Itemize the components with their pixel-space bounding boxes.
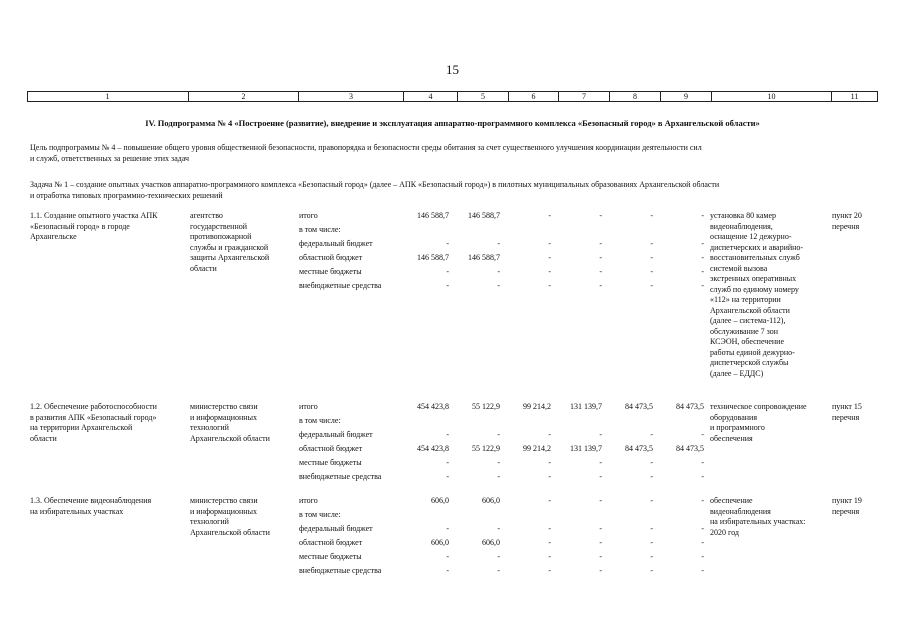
funding-value: 606,0 [482, 496, 500, 505]
funding-value-empty: - [548, 458, 551, 467]
measure-name-line: в развития АПК «Безопасный город» [30, 412, 157, 422]
reference-line: перечня [832, 412, 860, 422]
funding-value-empty: - [548, 430, 551, 439]
expected-result-line: «112» на территории [710, 295, 781, 304]
funding-value-empty: - [650, 239, 653, 248]
expected-result-line: установка 80 камер [710, 211, 776, 220]
funding-value-empty: - [650, 430, 653, 439]
expected-result-line: оборудования [710, 412, 757, 422]
funding-value-empty: - [599, 239, 602, 248]
funding-value-empty: - [701, 552, 704, 561]
funding-value-empty: - [650, 496, 653, 505]
expected-result-line: видеонаблюдения, [710, 221, 773, 231]
executor-line: области [190, 263, 217, 273]
funding-value-empty: - [446, 267, 449, 276]
reference-line: пункт 20 [832, 211, 862, 220]
funding-value-empty: - [599, 211, 602, 220]
funding-source-label: итого [299, 211, 318, 220]
funding-value-empty: - [548, 281, 551, 290]
expected-result-line: на избирательных участках: [710, 517, 806, 526]
funding-source-label: в том числе: [299, 225, 341, 234]
expected-result-line: обеспечения [710, 433, 753, 443]
column-number-9: 9 [660, 92, 711, 101]
executor-line: Архангельской области [190, 433, 270, 443]
funding-value-empty: - [548, 566, 551, 575]
column-number-6: 6 [508, 92, 558, 101]
funding-value-empty: - [548, 267, 551, 276]
measure-name-line: 1.3. Обеспечение видеонаблюдения [30, 496, 152, 505]
expected-result-line: диспетчерских и аварийно- [710, 242, 804, 252]
expected-result-line: системой вызова [710, 263, 768, 273]
funding-value-empty: - [599, 458, 602, 467]
funding-value-empty: - [701, 430, 704, 439]
goal-text-line-2: и служб, ответственных за решение этих задач [30, 154, 190, 163]
funding-source-label: внебюджетные средства [299, 281, 382, 290]
funding-value-empty: - [548, 496, 551, 505]
funding-value: 84 473,5 [625, 444, 653, 453]
funding-source-label: итого [299, 402, 318, 411]
funding-source-label: областной бюджет [299, 444, 363, 453]
funding-source-label: в том числе: [299, 416, 341, 425]
task-text-line-1: Задача № 1 – создание опытных участков аппаратно-программного комплекса «Безопасный город» (далее – АПК «Безопасный город») в пилотных муниципальных образованиях Архангельской области [30, 180, 720, 189]
page-number: 15 [446, 62, 459, 77]
funding-value-empty: - [701, 538, 704, 547]
column-number-11: 11 [831, 92, 877, 101]
funding-value-empty: - [446, 239, 449, 248]
expected-result-line: восстановительных служб [710, 253, 800, 262]
funding-value-empty: - [701, 524, 704, 533]
funding-value-empty: - [548, 552, 551, 561]
funding-value: 84 473,5 [676, 402, 704, 411]
funding-value-empty: - [599, 472, 602, 481]
funding-value-empty: - [701, 211, 704, 220]
executor-line: технологий [190, 423, 229, 432]
column-number-5: 5 [457, 92, 508, 101]
reference-line: пункт 19 [832, 496, 862, 505]
funding-value-empty: - [599, 253, 602, 262]
executor-line: государственной [190, 221, 248, 231]
funding-value-empty: - [599, 496, 602, 505]
funding-value: 454 423,8 [417, 444, 449, 453]
funding-value-empty: - [446, 472, 449, 481]
funding-value-empty: - [446, 524, 449, 533]
funding-value-empty: - [701, 472, 704, 481]
expected-result-line: служб по единому номеру [710, 284, 799, 294]
funding-value: 146 588,7 [417, 253, 449, 262]
executor-line: агентство [190, 211, 223, 220]
expected-result-line: оснащение 12 дежурно- [710, 232, 792, 241]
funding-value: 606,0 [482, 538, 500, 547]
funding-source-label: местные бюджеты [299, 458, 362, 467]
funding-value-empty: - [446, 552, 449, 561]
funding-source-label: внебюджетные средства [299, 472, 382, 481]
funding-value-empty: - [701, 267, 704, 276]
funding-value-empty: - [497, 281, 500, 290]
funding-value: 99 214,2 [523, 402, 551, 411]
funding-value-empty: - [497, 552, 500, 561]
expected-result-line: экстренных оперативных [710, 274, 797, 283]
funding-value: 146 588,7 [468, 253, 500, 262]
expected-result-line: 2020 год [710, 527, 739, 537]
funding-value-empty: - [497, 430, 500, 439]
funding-source-label: местные бюджеты [299, 552, 362, 561]
funding-value-empty: - [701, 253, 704, 262]
funding-value-empty: - [650, 566, 653, 575]
funding-source-label: областной бюджет [299, 253, 363, 262]
funding-value-empty: - [599, 267, 602, 276]
funding-value-empty: - [650, 472, 653, 481]
funding-value-empty: - [650, 458, 653, 467]
expected-result-line: работы единой дежурно- [710, 347, 795, 357]
column-number-8: 8 [609, 92, 660, 101]
funding-value: 84 473,5 [676, 444, 704, 453]
measure-name-line: на территории Архангельской [30, 423, 133, 432]
funding-source-label: местные бюджеты [299, 267, 362, 276]
expected-result-line: обеспечение [710, 496, 753, 505]
column-number-4: 4 [403, 92, 457, 101]
funding-value: 606,0 [431, 538, 449, 547]
funding-value-empty: - [446, 430, 449, 439]
reference-line: перечня [832, 506, 860, 516]
funding-value-empty: - [701, 566, 704, 575]
measure-name-line: «Безопасный город» в городе [30, 221, 130, 231]
funding-value-empty: - [548, 253, 551, 262]
expected-result-line: (далее – система-112), [710, 316, 786, 325]
funding-value: 99 214,2 [523, 444, 551, 453]
funding-value: 55 122,9 [472, 444, 500, 453]
executor-line: противопожарной [190, 232, 252, 241]
funding-value-empty: - [497, 472, 500, 481]
funding-value: 84 473,5 [625, 402, 653, 411]
funding-source-label: в том числе: [299, 510, 341, 519]
funding-value-empty: - [497, 458, 500, 467]
funding-value: 606,0 [431, 496, 449, 505]
expected-result-line: Архангельской области [710, 305, 790, 315]
funding-value: 454 423,8 [417, 402, 449, 411]
expected-result-line: обслуживание 7 зон [710, 326, 779, 336]
measure-name-line: 1.2. Обеспечение работоспособности [30, 402, 157, 411]
funding-value-empty: - [548, 538, 551, 547]
funding-value: 131 139,7 [570, 444, 602, 453]
executor-line: защиты Архангельской [190, 253, 270, 262]
funding-value-empty: - [599, 281, 602, 290]
expected-result-line: КСЭОН, обеспечение [710, 337, 784, 346]
funding-value: 55 122,9 [472, 402, 500, 411]
funding-value-empty: - [650, 524, 653, 533]
funding-source-label: федеральный бюджет [299, 524, 373, 533]
funding-value-empty: - [446, 281, 449, 290]
task-text-line-2: и отработка типовых программно-технических решений [30, 191, 223, 200]
column-number-7: 7 [558, 92, 609, 101]
funding-value-empty: - [497, 524, 500, 533]
executor-line: министерство связи [190, 496, 258, 505]
executor-line: технологий [190, 517, 229, 526]
expected-result-line: (далее – ЕДДС) [710, 368, 764, 378]
funding-value-empty: - [599, 430, 602, 439]
column-number-3: 3 [298, 92, 403, 101]
column-number-1: 1 [105, 92, 110, 101]
reference-line: пункт 15 [832, 402, 862, 411]
column-number-header [27, 91, 878, 102]
funding-value-empty: - [650, 211, 653, 220]
funding-value-empty: - [599, 524, 602, 533]
measure-name-line: на избирательных участках [30, 506, 124, 516]
funding-value-empty: - [650, 253, 653, 262]
funding-value-empty: - [701, 239, 704, 248]
funding-value-empty: - [599, 566, 602, 575]
funding-value: 131 139,7 [570, 402, 602, 411]
column-number-10: 10 [711, 92, 831, 101]
executor-line: службы и гражданской [190, 242, 269, 252]
executor-line: и информационных [190, 506, 257, 516]
funding-value-empty: - [497, 566, 500, 575]
funding-value-empty: - [650, 538, 653, 547]
funding-value-empty: - [701, 496, 704, 505]
funding-value-empty: - [650, 552, 653, 561]
executor-line: Архангельской области [190, 527, 270, 537]
funding-value: 146 588,7 [417, 211, 449, 220]
funding-value-empty: - [599, 552, 602, 561]
expected-result-line: техническое сопровождение [710, 402, 807, 411]
executor-line: и информационных [190, 412, 257, 422]
funding-value-empty: - [548, 472, 551, 481]
funding-source-label: областной бюджет [299, 538, 363, 547]
funding-value: 146 588,7 [468, 211, 500, 220]
measure-name-line: области [30, 433, 57, 443]
expected-result-line: и программного [710, 423, 765, 432]
funding-value-empty: - [701, 458, 704, 467]
funding-value-empty: - [497, 239, 500, 248]
goal-text-line-1: Цель подпрограммы № 4 – повышение общего уровня общественной безопасности, правопорядка и безопасности среды обитания за счет существенного улучшения координации деятельности сил [30, 143, 702, 152]
measure-name-line: 1.1. Создание опытного участка АПК [30, 211, 158, 220]
funding-source-label: федеральный бюджет [299, 239, 373, 248]
expected-result-line: видеонаблюдения [710, 506, 771, 516]
expected-result-line: диспетчерской службы [710, 358, 789, 367]
funding-source-label: итого [299, 496, 318, 505]
funding-value-empty: - [548, 239, 551, 248]
funding-value-empty: - [548, 524, 551, 533]
measure-name-line: Архангельске [30, 232, 77, 241]
funding-value-empty: - [446, 566, 449, 575]
funding-value-empty: - [599, 538, 602, 547]
subprogram-title: IV. Подпрограмма № 4 «Построение (развитие), внедрение и эксплуатация аппаратно-программного комплекса «Безопасный город» в Архангельской области» [145, 118, 760, 128]
funding-value-empty: - [497, 267, 500, 276]
reference-line: перечня [832, 221, 860, 231]
funding-value-empty: - [701, 281, 704, 290]
funding-value-empty: - [446, 458, 449, 467]
funding-value-empty: - [650, 267, 653, 276]
funding-source-label: федеральный бюджет [299, 430, 373, 439]
funding-value-empty: - [650, 281, 653, 290]
column-number-2: 2 [188, 92, 298, 101]
funding-source-label: внебюджетные средства [299, 566, 382, 575]
funding-value-empty: - [548, 211, 551, 220]
executor-line: министерство связи [190, 402, 258, 411]
